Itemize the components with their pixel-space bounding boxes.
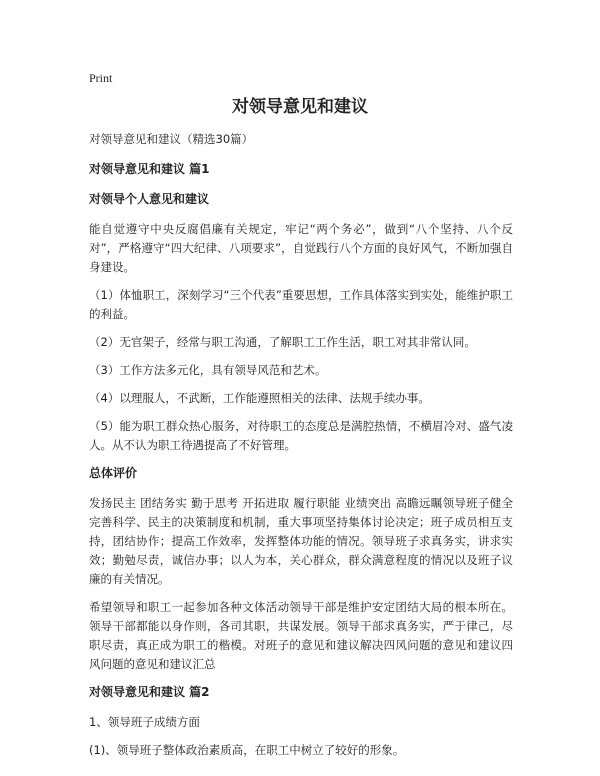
list-item: 1、领导班子成绩方面 bbox=[89, 715, 200, 729]
print-link[interactable]: Print bbox=[89, 71, 113, 85]
paragraph: 发扬民主 团结务实 勤于思考 开拓进取 履行职能 业绩突出 高瞻远瞩领导班子健全完善科学、民主的决策制度和机制，重大事项坚持集体讨论决定；班子成员相互支持，团结协作；提高工作效率，发挥整体功能的情况。领导班子求真务实，讲求实效；勤勉尽责，诚信办事；以人为本，关心群众，群众满意程度的情况以及班子议廉的有关情况。 bbox=[89, 496, 513, 586]
paragraph: （1）体恤职工，深刻学习“三个代表”重要思想，工作具体落实到实处，能维护职工的利益。 bbox=[89, 288, 513, 321]
section-1-subheading: 对领导个人意见和建议 bbox=[89, 192, 210, 206]
paragraph: 能自觉遵守中央反腐倡廉有关规定，牢记“两个务必”，做到“八个坚持、八个反对”，严格遵守“四大纪律、八项要求”，自觉践行八个方面的良好风气，不断加强自身建设。 bbox=[89, 222, 513, 274]
paragraph: （4）以理服人，不武断，工作能遵照相关的法律、法规手续办事。 bbox=[89, 391, 430, 405]
document-subtitle: 对领导意见和建议（精选30篇） bbox=[89, 132, 254, 146]
paragraph: （5）能为职工群众热心服务，对待职工的态度总是满腔热情，不横眉冷对、盛气凌人。从不认为职工待遇提高了不好管理。 bbox=[89, 419, 513, 452]
section-2-heading: 对领导意见和建议 篇2 bbox=[89, 685, 210, 699]
page-title: 对领导意见和建议 bbox=[232, 97, 368, 117]
section-1-heading: 对领导意见和建议 篇1 bbox=[89, 162, 210, 176]
list-item: (1)、领导班子整体政治素质高，在职工中树立了较好的形象。 bbox=[89, 743, 405, 757]
evaluation-heading: 总体评价 bbox=[89, 466, 138, 480]
paragraph: 希望领导和职工一起参加各种文体活动领导干部是维护安定团结大局的根本所在。领导干部都能以身作则，各司其职，共谋发展。领导干部求真务实，严于律己，尽职尽责，真正成为职工的楷模。对班子的意见和建议解决四风问题的意见和建议四风问题的意见和建议汇总 bbox=[89, 600, 513, 671]
document-body bbox=[89, 130, 513, 769]
paragraph: （2）无官架子，经常与职工沟通，了解职工工作生活，职工对其非常认同。 bbox=[89, 335, 476, 349]
paragraph: （3）工作方法多元化，具有领导风范和艺术。 bbox=[89, 363, 327, 377]
